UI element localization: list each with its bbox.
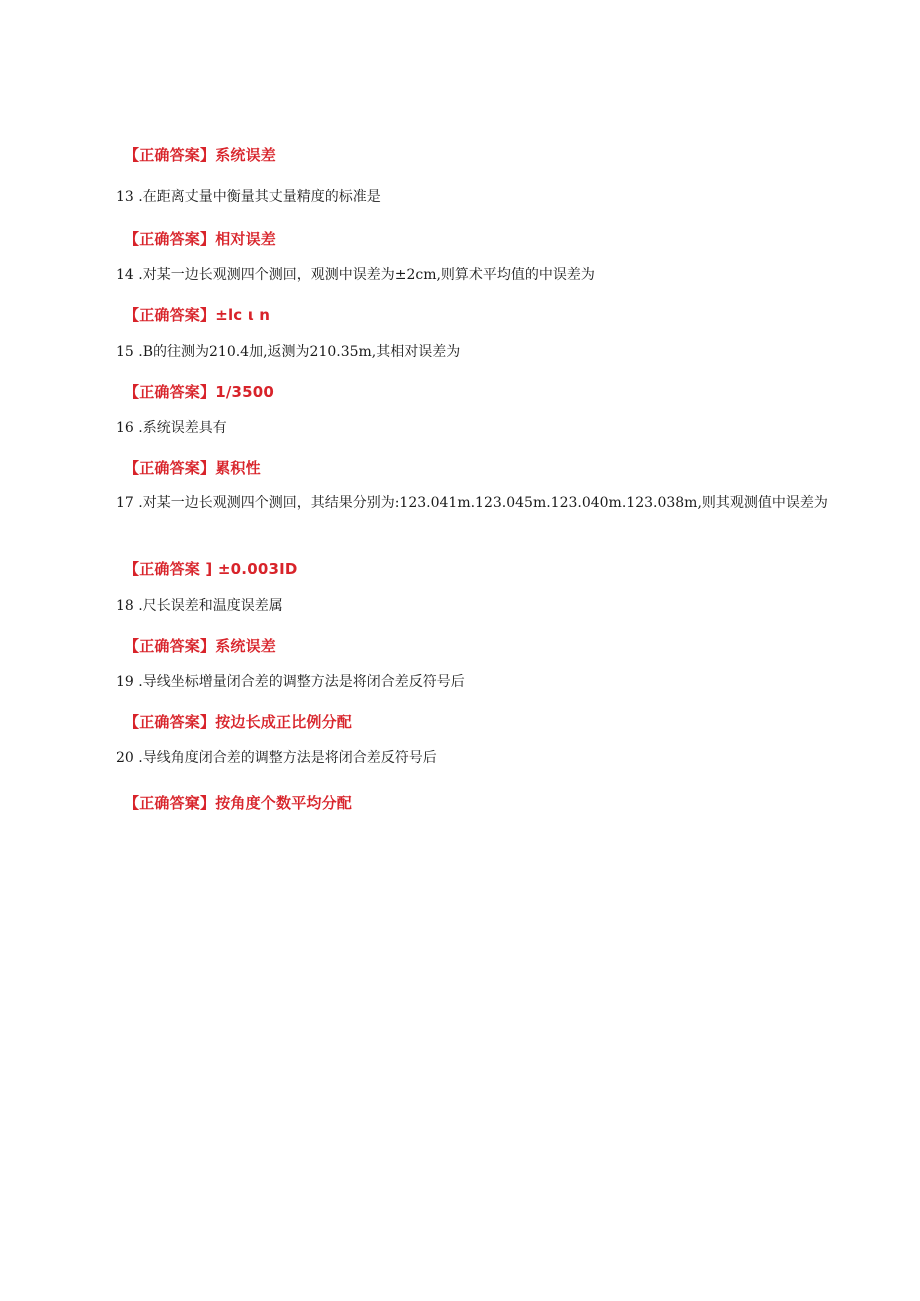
answer-text: 【正确答案 ] ±0.003ID xyxy=(124,560,298,578)
question-text: 14 .对某一边长观测四个测回，观测中误差为±2cm,则算术平均值的中误差为 xyxy=(116,267,595,283)
answer-text: 【正确答案】1/3500 xyxy=(124,383,275,401)
question-text: 17 .对某一边长观测四个测回，其结果分别为:123.041m.123.045m.123.040m.123.038m,则其观测值中误差为 xyxy=(116,495,828,511)
question-text: 19 .导线坐标增量闭合差的调整方法是将闭合差反符号后 xyxy=(116,674,465,690)
question-text: 20 .导线角度闭合差的调整方法是将闭合差反符号后 xyxy=(116,750,437,766)
question-text: 13 .在距离丈量中衡量其丈量精度的标准是 xyxy=(116,189,381,205)
question-text: 18 .尺长误差和温度误差属 xyxy=(116,598,283,614)
answer-text: 【正确答案】相对误差 xyxy=(124,230,277,248)
question-text: 16 .系统误差具有 xyxy=(116,420,227,436)
question-text: 15 .B的往测为210.4加,返测为210.35m,其相对误差为 xyxy=(116,344,461,360)
answer-text: 【正确答案】按边长成正比例分配 xyxy=(124,713,353,731)
answer-text: 【正确答案】±lc ι n xyxy=(124,306,271,324)
answer-text: 【正确答案】累积性 xyxy=(124,459,261,477)
answer-text: 【正确答窠】按角度个数平均分配 xyxy=(124,794,353,812)
answer-text: 【正确答案】系统误差 xyxy=(124,146,277,164)
answer-text: 【正确答案】系统误差 xyxy=(124,637,277,655)
